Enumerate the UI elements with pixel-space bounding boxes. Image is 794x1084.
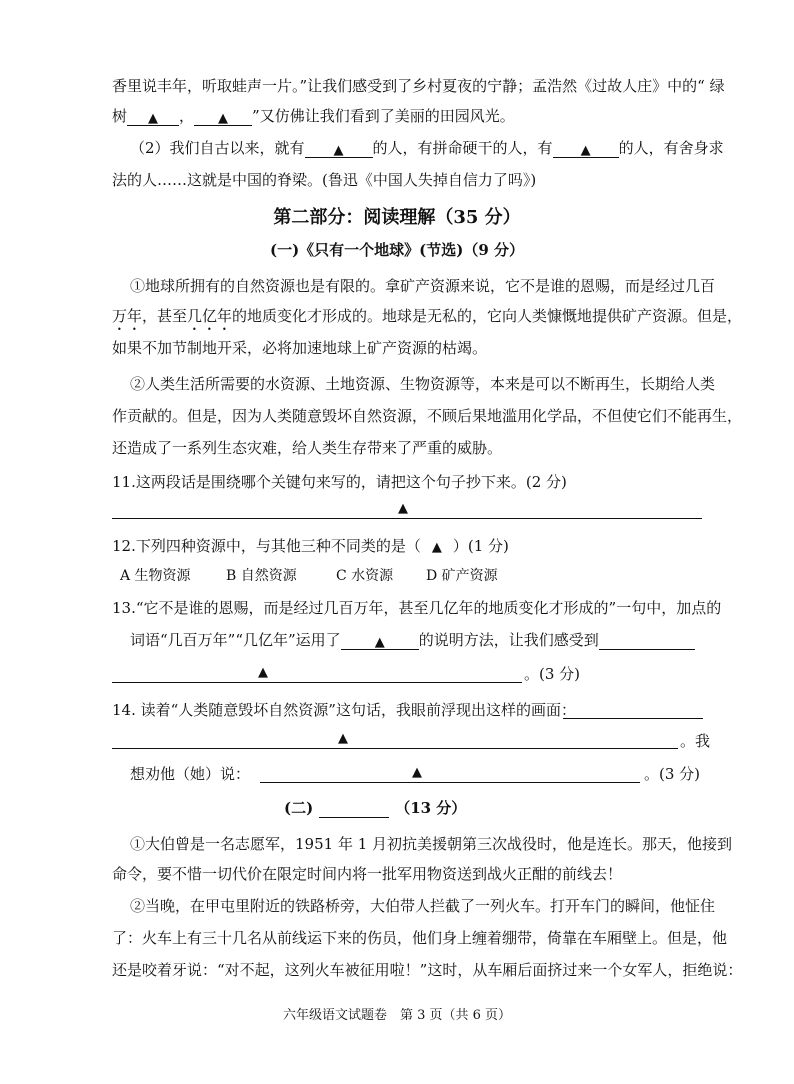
text-fragment: （13 分） (395, 799, 467, 817)
passage-line: 了：火车上有三十几名从前线运下来的伤员，他们身上缠着绷带，倚靠在车厢壁上。但是，他 (112, 929, 728, 947)
triangle-marker-icon: ▲ (374, 635, 385, 650)
passage-line: ②人类生活所需要的水资源、土地资源、生物资源等，本来是可以不断再生，长期给人类 (130, 375, 716, 393)
passage-line: ②当晚，在甲屯里附近的铁路桥旁，大伯带人拦截了一列火车。打开车门的瞬间，他怔住 (130, 897, 716, 915)
text-fragment: (二) (284, 799, 314, 817)
text-fragment: 。我 (680, 732, 711, 750)
passage-line: 作贡献的。但是，因为人类随意毁坏自然资源，不顾后果地滥用化学品，不但使它们不能再生， (112, 407, 743, 425)
subsection-title: (一)《只有一个地球》(节选)（9 分） (269, 241, 525, 259)
triangle-marker-icon: ▲ (148, 111, 159, 126)
answer-line[interactable] (112, 748, 678, 749)
text-fragment: ， (179, 107, 195, 125)
passage-line: 还是咬着牙说：“对不起，这列火车被征用啦！”这时，从车厢后面挤过来一个女军人，拒绝说： (112, 961, 743, 979)
subsection-title (284, 798, 466, 818)
question-12 (112, 536, 509, 558)
emphasis-text: 几亿年 (187, 307, 233, 325)
triangle-marker-icon: ▲ (258, 665, 268, 680)
answer-slot[interactable] (421, 536, 453, 558)
text-fragment: 树 (112, 107, 128, 125)
text-line (112, 106, 515, 126)
passage-line: 如果不加节制地开采，必将加速地球上矿产资源的枯竭。 (112, 339, 488, 357)
text-line (130, 138, 724, 158)
passage-line: ①地球所拥有的自然资源也是有限的。拿矿产资源来说，它不是谁的恩赐，而是经过几百 (130, 277, 716, 295)
question-11: 11.这两段话是围绕哪个关键句来写的，请把这个句子抄下来。(2 分) (112, 473, 567, 491)
triangle-marker-icon: ▲ (333, 143, 344, 158)
option-d[interactable]: D 矿产资源 (426, 568, 498, 584)
text-fragment: 的人，有拼命硬干的人，有 (372, 139, 553, 157)
triangle-marker-icon: ▲ (412, 765, 422, 780)
text-fragment: 的地质变化才形成的。地球是无私的，它向人类慷慨地提供矿产资源。但是， (232, 307, 743, 325)
text-fragment: ）(1 分) (452, 537, 509, 555)
text-fragment: 的人，有舍身求 (618, 139, 724, 157)
title-blank[interactable] (319, 799, 389, 818)
page-footer: 六年级语文试题卷 第 3 页（共 6 页） (282, 1008, 512, 1023)
text-fragment: ”又仿佛让我们看到了美丽的田园风光。 (252, 107, 515, 125)
passage-line: ①大伯曾是一名志愿军，1951 年 1 月初抗美援朝第三次战役时，他是连长。那天，他接到 (130, 835, 733, 853)
score-text: 。(3 分) (524, 665, 581, 683)
question-14: 14. 读着“人类随意毁坏自然资源”这句话，我眼前浮现出这样的画面： (112, 701, 576, 719)
passage-line: 还造成了一系列生态灾难，给人类生存带来了严重的威胁。 (112, 439, 503, 457)
triangle-marker-icon: ▲ (580, 143, 591, 158)
option-a[interactable]: A 生物资源 (120, 568, 191, 584)
answer-blank[interactable] (599, 631, 695, 650)
text-fragment: 的说明方法，让我们感受到 (418, 631, 599, 649)
answer-blank[interactable] (341, 631, 419, 650)
text-fragment: （2）我们自古以来，就有 (130, 139, 305, 157)
passage-line: 命令，要不惜一切代价在限定时间内将一批军用物资送到战火正酣的前线去！ (112, 865, 623, 883)
triangle-marker-icon: ▲ (431, 540, 442, 555)
question-13: 13.“它不是谁的恩赐，而是经过几百万年，甚至几亿年的地质变化才形成的”一句中，加点的 (112, 599, 722, 617)
score-text: 。(3 分) (644, 765, 701, 783)
question-13-line2 (130, 630, 695, 650)
option-c[interactable]: C 水资源 (336, 568, 394, 584)
answer-blank[interactable] (305, 139, 373, 158)
passage-line (112, 306, 742, 334)
question-14-line3: 想劝他（她）说： (130, 765, 251, 783)
text-fragment: ，甚至 (142, 307, 188, 325)
answer-line[interactable] (112, 682, 522, 683)
answer-blank[interactable] (553, 139, 619, 158)
section-title: 第二部分：阅读理解（35 分） (273, 207, 521, 228)
triangle-marker-icon: ▲ (398, 501, 408, 516)
answer-line[interactable] (260, 782, 640, 783)
text-line: 法的人……这就是中国的脊梁。(鲁迅《中国人失掉自信力了吗》) (112, 171, 537, 189)
text-fragment: 12.下列四种资源中，与其他三种不同类的是（ (112, 537, 421, 555)
answer-blank[interactable] (127, 107, 179, 126)
text-fragment: 词语“几百万年”“几亿年”运用了 (130, 631, 341, 649)
text-line: 香里说丰年，听取蛙声一片。”让我们感受到了乡村夏夜的宁静；孟浩然《过故人庄》中的“ 绿 (112, 77, 725, 95)
answer-line[interactable] (563, 718, 703, 719)
emphasis-text: 万年 (112, 307, 143, 325)
answer-blank[interactable] (194, 107, 252, 126)
triangle-marker-icon: ▲ (218, 111, 229, 126)
triangle-marker-icon: ▲ (338, 731, 348, 746)
answer-line[interactable] (112, 518, 702, 519)
option-b[interactable]: B 自然资源 (226, 568, 297, 584)
